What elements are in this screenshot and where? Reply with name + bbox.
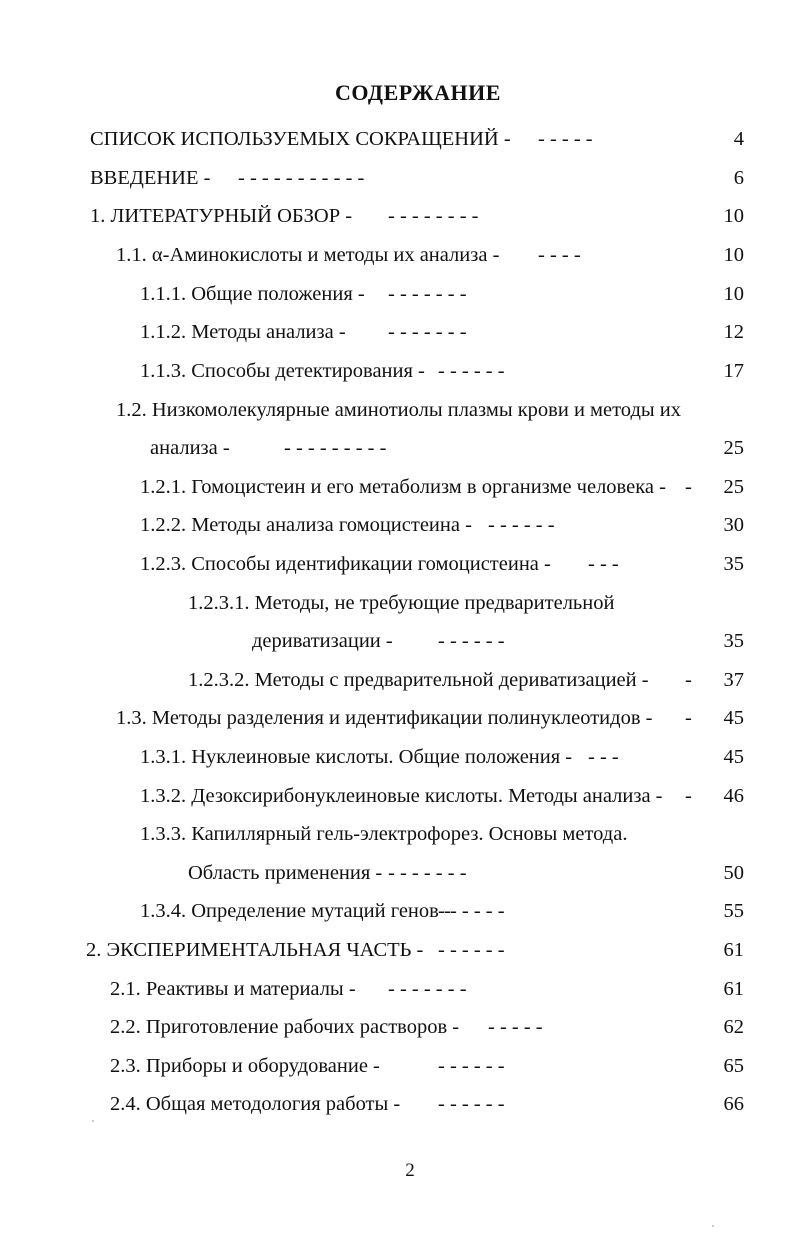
toc-entry-text: 1.3.1. Нуклеиновые кислоты. Общие положения - bbox=[140, 746, 573, 768]
toc-entry-text: 1.1.1. Общие положения - bbox=[140, 283, 365, 305]
toc-page-number: 17 bbox=[723, 360, 744, 382]
toc-entry-text: 1.3.3. Капиллярный гель-электрофорез. Основы метода. bbox=[140, 823, 628, 845]
toc-entry-text: ВВЕДЕНИЕ - bbox=[90, 167, 211, 189]
toc-page-number: 50 bbox=[723, 862, 744, 884]
toc-leader: - - - - - bbox=[538, 128, 593, 150]
toc-page-number: 55 bbox=[723, 900, 744, 922]
toc-entry-text: 1.3.4. Определение мутаций генов - bbox=[140, 900, 451, 922]
toc-page-number: 12 bbox=[723, 321, 744, 343]
toc-page-number: 61 bbox=[723, 978, 744, 1000]
toc-entry-text: анализа - bbox=[150, 437, 230, 459]
toc-page-number: 65 bbox=[723, 1055, 744, 1077]
toc-entry-text: 1.1.2. Методы анализа - bbox=[140, 321, 346, 343]
toc-entry-text: 1.3. Методы разделения и идентификации полинуклеотидов - bbox=[116, 707, 653, 729]
toc-leader: - - - bbox=[588, 553, 619, 575]
toc-page-number: 45 bbox=[723, 707, 744, 729]
toc-leader: - - - - - - - - - - - bbox=[238, 167, 365, 189]
toc-leader: - bbox=[685, 785, 692, 807]
toc-page-number: 30 bbox=[723, 514, 744, 536]
toc-page-number: 35 bbox=[723, 553, 744, 575]
toc-page-number: 6 bbox=[733, 167, 744, 189]
toc-entry-text: 1.2.3.1. Методы, не требующие предварительной bbox=[188, 592, 615, 614]
toc-leader: - - - - - - bbox=[438, 1093, 505, 1115]
toc-entry-text: 1.2.1. Гомоцистеин и его метаболизм в организме человека - bbox=[140, 476, 666, 498]
toc-page-number: 10 bbox=[723, 283, 744, 305]
toc-leader: - - - - - bbox=[488, 1016, 543, 1038]
toc-entry-text: 1.2.2. Методы анализа гомоцистеина - bbox=[140, 514, 472, 536]
toc-leader: - - - - - - bbox=[438, 360, 505, 382]
toc-page-number: 4 bbox=[733, 128, 744, 150]
toc-leader: - - - - - - bbox=[438, 1055, 505, 1077]
toc-entry-text: 2.1. Реактивы и материалы - bbox=[110, 978, 356, 1000]
toc-page-number: 35 bbox=[723, 630, 744, 652]
toc-page-number: 10 bbox=[723, 244, 744, 266]
toc-leader: - bbox=[685, 669, 692, 691]
toc-page-number: 25 bbox=[723, 437, 744, 459]
toc-leader: - - - bbox=[588, 746, 619, 768]
toc-entry-text: 2. ЭКСПЕРИМЕНТАЛЬНАЯ ЧАСТЬ - bbox=[86, 939, 424, 961]
toc-entry-text: 2.3. Приборы и оборудование - bbox=[110, 1055, 380, 1077]
toc-leader: - - - - - - - bbox=[388, 862, 467, 884]
toc-leader: - - - - - - - - - bbox=[284, 437, 387, 459]
page-number: 2 bbox=[405, 1160, 415, 1181]
toc-entry-text: СПИСОК ИСПОЛЬЗУЕМЫХ СОКРАЩЕНИЙ - bbox=[90, 128, 511, 150]
toc-entry-text: 1.1. α-Аминокислоты и методы их анализа - bbox=[116, 244, 500, 266]
toc-entry-text: 1.3.2. Дезоксирибонуклеиновые кислоты. Методы анализа - bbox=[140, 785, 663, 807]
toc-entry-text: 1.2. Низкомолекулярные аминотиолы плазмы крови и методы их bbox=[116, 399, 682, 421]
toc-entry-text: дериватизации - bbox=[252, 630, 393, 652]
toc-leader: - - - - - - - bbox=[388, 978, 467, 1000]
page-title: СОДЕРЖАНИЕ bbox=[335, 80, 501, 105]
toc-page-number: 61 bbox=[723, 939, 744, 961]
toc-entry-text: 2.4. Общая методология работы - bbox=[110, 1093, 401, 1115]
toc-leader: - - - - - - - - bbox=[388, 205, 479, 227]
toc-entry-text: 1.2.3. Способы идентификации гомоцистеина - bbox=[140, 553, 551, 575]
toc-entry-text: Область применения - bbox=[188, 862, 383, 884]
toc-leader: - bbox=[685, 476, 692, 498]
toc-leader: - - - - - - bbox=[438, 900, 505, 922]
toc-leader: - - - - bbox=[538, 244, 581, 266]
toc-page-number: 66 bbox=[723, 1093, 744, 1115]
toc-entry-text: 1.2.3.2. Методы с предварительной дериватизацией - bbox=[188, 669, 649, 691]
toc-page-number: 46 bbox=[723, 785, 744, 807]
toc-entry-text: 2.2. Приготовление рабочих растворов - bbox=[110, 1016, 460, 1038]
toc-page-number: 37 bbox=[723, 669, 744, 691]
toc-leader: - - - - - - bbox=[438, 939, 505, 961]
toc-page-number: 10 bbox=[723, 205, 744, 227]
toc-leader: - - - - - - bbox=[488, 514, 555, 536]
scan-speck bbox=[92, 1120, 94, 1122]
toc-page-number: 25 bbox=[723, 476, 744, 498]
toc-entry-text: 1.1.3. Способы детектирования - bbox=[140, 360, 425, 382]
toc-page-number: 62 bbox=[723, 1016, 744, 1038]
toc-page-number: 45 bbox=[723, 746, 744, 768]
toc-leader: - - - - - - - bbox=[388, 321, 467, 343]
toc-leader: - - - - - - bbox=[438, 630, 505, 652]
scan-speck bbox=[712, 1225, 714, 1227]
toc-entry-text: 1. ЛИТЕРАТУРНЫЙ ОБЗОР - bbox=[90, 205, 353, 227]
toc-leader: - - - - - - - bbox=[388, 283, 467, 305]
toc-leader: - bbox=[685, 707, 692, 729]
